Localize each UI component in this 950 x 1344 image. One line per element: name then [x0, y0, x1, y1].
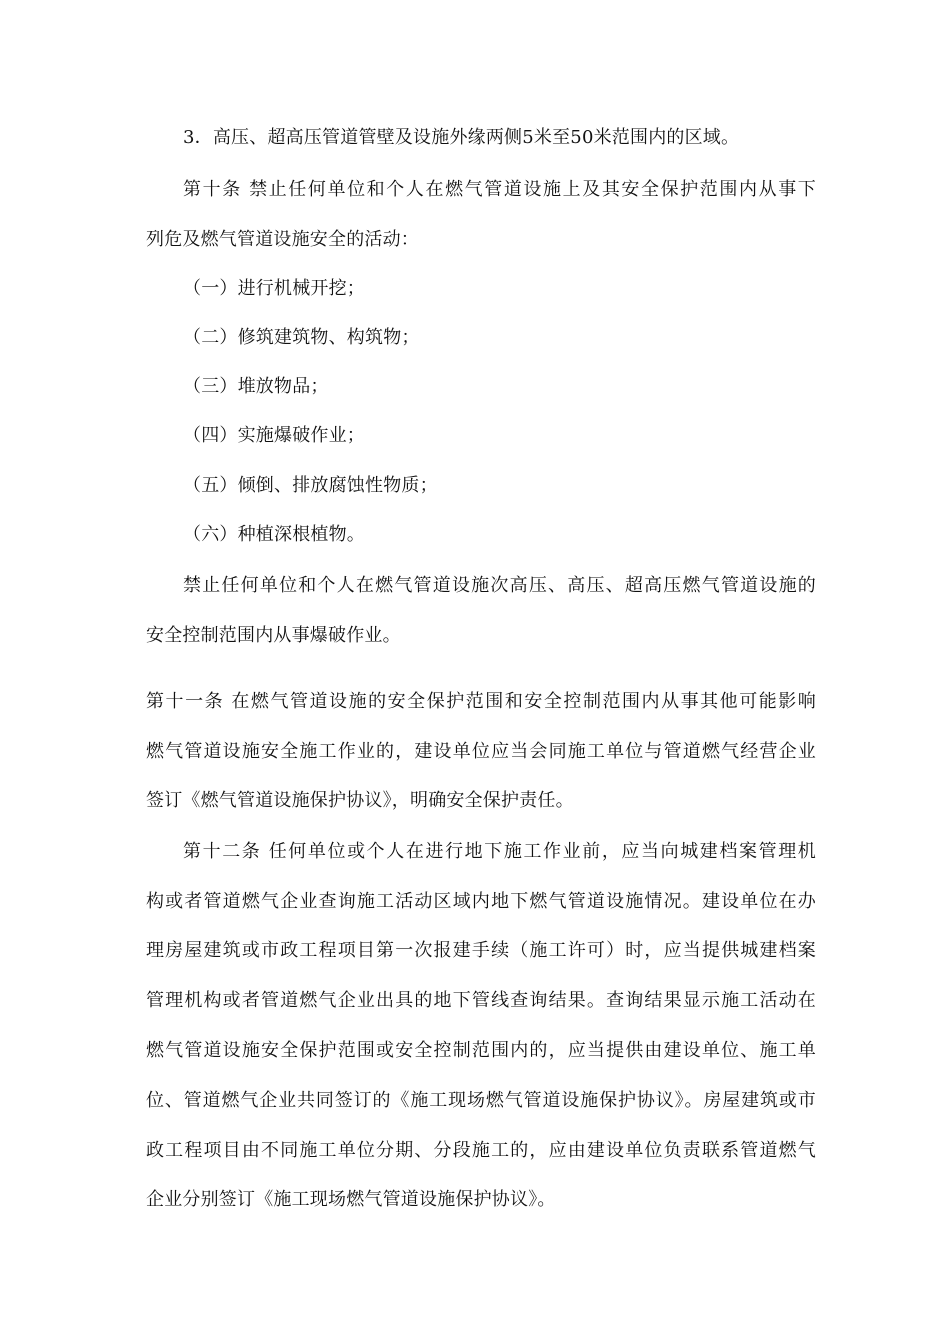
article-12-line-2: 构或者管道燃气企业查询施工活动区域内地下燃气管道设施情况。建设单位在办 — [146, 891, 816, 912]
clause-3-text: 3．高压、超高压管道管壁及设施外缘两侧5米至50米范围内的区域。 — [183, 127, 740, 148]
list-item-4: （四）实施爆破作业； — [183, 425, 365, 446]
list-item-6: （六）种植深根植物。 — [183, 524, 365, 545]
blasting-ban-line-2: 安全控制范围内从事爆破作业。 — [146, 625, 401, 646]
list-item-2: （二）修筑建筑物、构筑物； — [183, 327, 420, 348]
article-11-line-3: 签订《燃气管道设施保护协议》，明确安全保护责任。 — [146, 790, 574, 811]
article-12-line-8: 企业分别签订《施工现场燃气管道设施保护协议》。 — [146, 1189, 556, 1210]
list-item-3: （三）堆放物品； — [183, 376, 329, 397]
blasting-ban-line-1: 禁止任何单位和个人在燃气管道设施次高压、高压、超高压燃气管道设施的 — [183, 575, 816, 596]
article-12-line-5: 燃气管道设施安全保护范围或安全控制范围内的，应当提供由建设单位、施工单 — [146, 1040, 816, 1061]
article-12-line-1: 第十二条 任何单位或个人在进行地下施工作业前，应当向城建档案管理机 — [183, 841, 816, 862]
article-12-line-3: 理房屋建筑或市政工程项目第一次报建手续（施工许可）时，应当提供城建档案 — [146, 940, 816, 961]
article-12-line-7: 政工程项目由不同施工单位分期、分段施工的，应由建设单位负责联系管道燃气 — [146, 1140, 816, 1161]
list-item-5: （五）倾倒、排放腐蚀性物质； — [183, 475, 438, 496]
article-10-line-1: 第十条 禁止任何单位和个人在燃气管道设施上及其安全保护范围内从事下 — [183, 179, 816, 200]
article-11-line-1: 第十一条 在燃气管道设施的安全保护范围和安全控制范围内从事其他可能影响 — [146, 691, 816, 712]
article-11-line-2: 燃气管道设施安全施工作业的，建设单位应当会同施工单位与管道燃气经营企业 — [146, 741, 816, 762]
article-12-line-4: 管理机构或者管道燃气企业出具的地下管线查询结果。查询结果显示施工活动在 — [146, 990, 816, 1011]
article-12-line-6: 位、管道燃气企业共同签订的《施工现场燃气管道设施保护协议》。房屋建筑或市 — [146, 1090, 816, 1111]
list-item-1: （一）进行机械开挖； — [183, 278, 365, 299]
article-10-line-2: 列危及燃气管道设施安全的活动： — [146, 229, 419, 250]
